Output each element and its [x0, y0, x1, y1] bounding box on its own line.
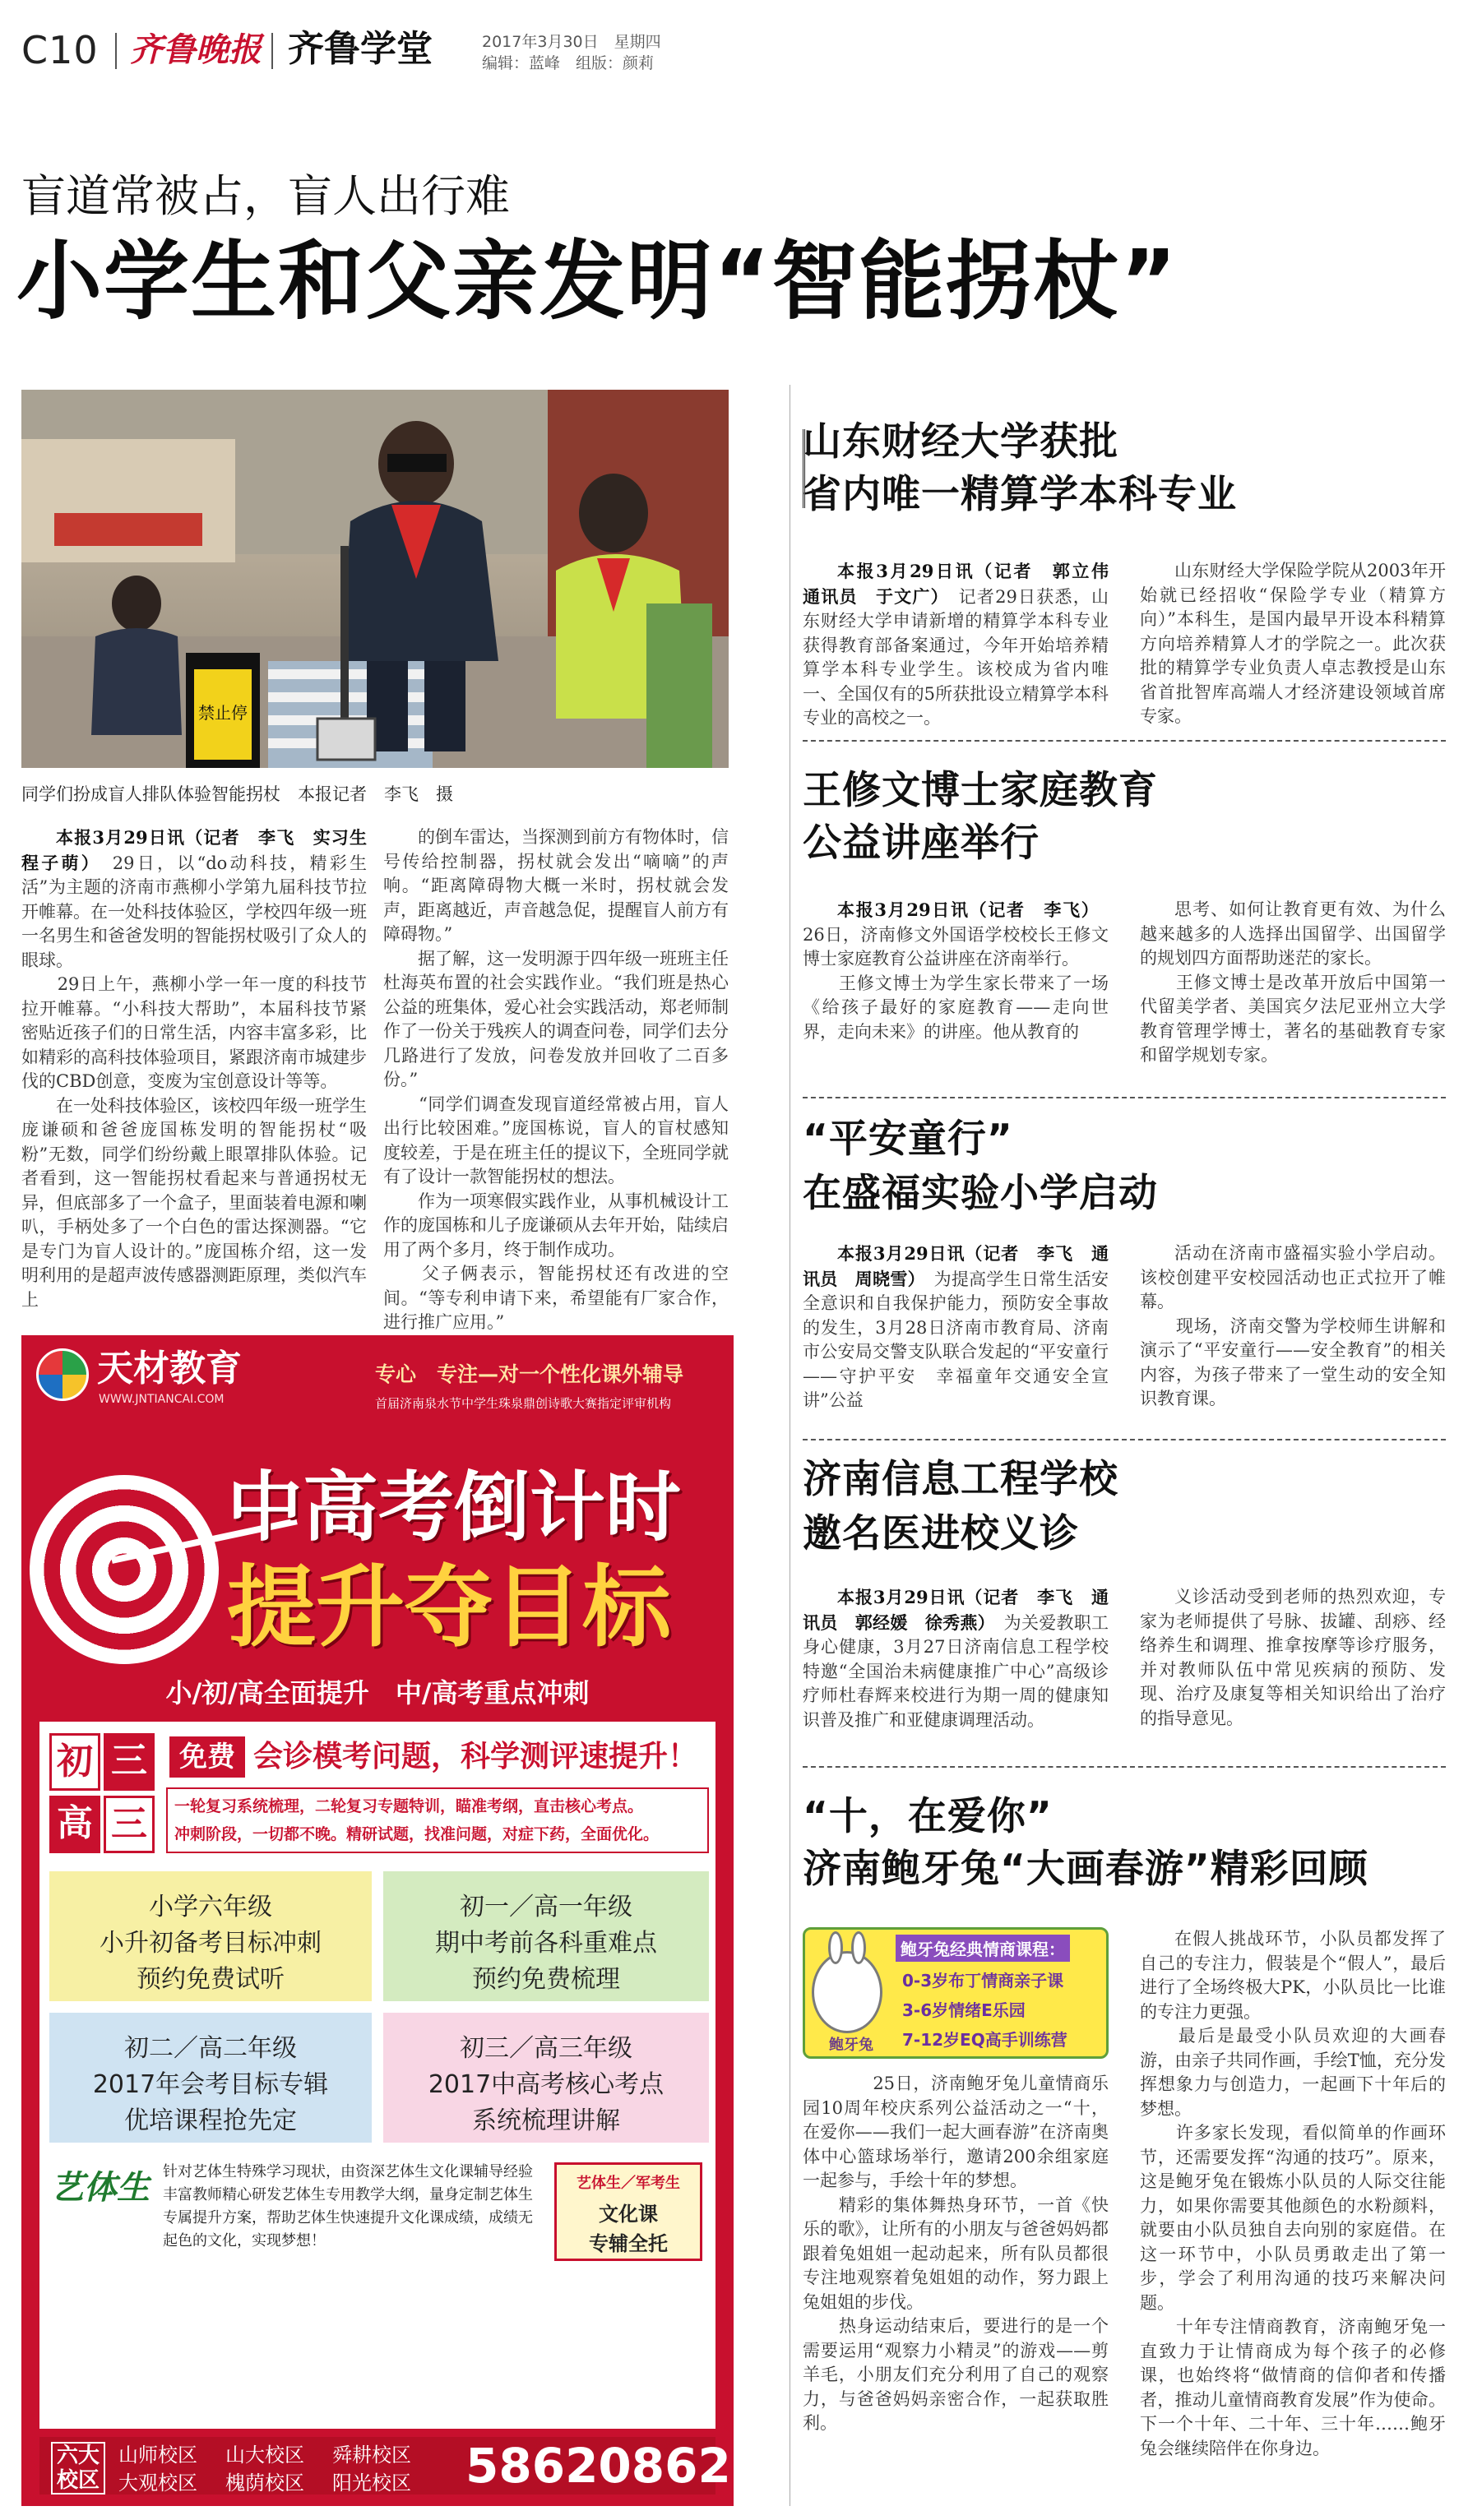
s5-subheadline: 济南鲍牙兔“大画春游”精彩回顾: [803, 1847, 1368, 1892]
art-badge: [554, 2162, 702, 2261]
s1-body-left: [803, 559, 1126, 733]
phone-number: 58620862: [465, 2438, 731, 2494]
s2-right-text: 思考、如何让教育更有效、为什么越来越多的人选择出国留学、出国留学的规划四方面帮助迷茫的家长。 王修文博士是改革开放后中国第一代留美学者、美国宾夕法尼亚州立大学教育管理学博士，著名的基础教育专家和留学规划专家。: [1140, 899, 1446, 1065]
brand-url: WWW.JNTIANCAI.COM: [99, 1393, 225, 1406]
section-title: 齐鲁学堂: [288, 28, 433, 70]
photo-caption: 同学们扮成盲人排队体验智能拐杖 本报记者 李飞 摄: [21, 784, 453, 804]
s3-headline: “平安童行”: [803, 1117, 1013, 1162]
ad-panel: [21, 1335, 734, 2506]
campus-name: 阳光校区: [332, 2471, 411, 2495]
s5-body-right: [1140, 1927, 1446, 2508]
tag-char: 三: [104, 1796, 155, 1853]
s4-body-left: [803, 1585, 1109, 1759]
brand-logo-icon: [36, 1348, 89, 1401]
course-box-title: 初三／高三年级: [460, 2034, 632, 2063]
campus-name: 舜耕校区: [332, 2444, 411, 2467]
ad-subline: 小/初/高全面提升 中/高考重点冲刺: [165, 1677, 590, 1709]
lead-body-col1: [21, 825, 384, 1320]
s2-subheadline: 公益讲座举行: [803, 821, 1040, 866]
lead-body-col2: [383, 825, 729, 1332]
s5-left-text: 25日，济南鲍牙兔儿童情商乐园10周年校庆系列公益活动之一“十，在爱你——我们一起大画春游”在济南奥体中心篮球场举行，邀请200余组家庭一起参与，手绘十年的梦想。 精彩的集体舞热身环节，一首《快乐的歌》，让所有的小朋友与爸爸妈妈都跟着兔姐姐一起动起来，所有队员都很专注地观察着兔姐姐的动作，努力跟上兔姐姐的步伐。 热身运动结束后，要进行的是一个需要运用“观察力小精灵”的游戏——剪羊毛，小朋友们充分利用了自己的观察力，与爸爸妈妈亲密合作，一起获取胜利。: [803, 2074, 1109, 2433]
header-divider: [115, 33, 117, 69]
section-separator: [803, 1439, 1446, 1440]
header-divider: [271, 33, 273, 69]
s3-right-text: 活动在济南市盛福实验小学启动。该校创建平安校园活动也正式拉开了帷幕。 现场，济南交警为学校师生讲解和演示了“平安童行——安全教育”的相关内容，为孩子带来了一堂生动的安全知识教育课。: [1140, 1243, 1446, 1408]
badge-line: 3-6岁情绪E乐园: [902, 2000, 1026, 2020]
s5-course-badge: [803, 1927, 1109, 2059]
campus-name: 大观校区: [118, 2471, 197, 2495]
course-box-grade8: [49, 2013, 372, 2143]
course-box-line3: 优培课程抢先定: [124, 2106, 297, 2135]
s4-right-text: 义诊活动受到老师的热烈欢迎，专家为老师提供了号脉、拔罐、刮痧、经络养生和调理、推拿按摩等诊疗服务，并对教师队伍中常见疾病的预防、发现、治疗及康复等相关知识给出了治疗的指导意见。: [1140, 1587, 1446, 1728]
sign-text: 禁止停: [198, 703, 248, 723]
course-box-line3: 预约免费梳理: [472, 1965, 620, 1994]
s1-body-right: [1140, 559, 1446, 733]
ad-banner-line2: 提升夺目标: [227, 1556, 672, 1659]
tag-char: 高: [49, 1796, 100, 1853]
tag-char: 初: [49, 1733, 100, 1791]
free-tag: 免费: [169, 1736, 245, 1778]
campus-name: 山大校区: [225, 2444, 304, 2467]
s2-body-left: [803, 898, 1109, 1095]
art-description: 针对艺体生特殊学习现状，由资深艺体生文化课辅导经验丰富教师精心研发艺体生专用教学大纲，量身定制艺体生专属提升方案，帮助艺体生快速提升文化课成绩，成绩无起色的文化，实现梦想！: [163, 2163, 533, 2250]
course-box-line2: 小升初备考目标冲刺: [100, 1929, 322, 1958]
art-badge-line3: 专辅全托: [589, 2232, 668, 2255]
free-details-line2: 冲刺阶段，一切都不晚。精研试题，找准问题，对症下药，全面优化。: [174, 1825, 660, 1843]
s1-right-text: 山东财经大学保险学院从2003年开始就已经招收“保险学专业（精算方向）”本科生，是国内最早开设本科精算方向培养精算人才的学院之一。此次获批的精算学专业负责人卓志教授是山东省首批智库高端人才经济建设领域首席专家。: [1140, 561, 1446, 726]
art-badge-line1: 艺体生／军考生: [577, 2175, 680, 2192]
campus-label: 六大校区: [51, 2442, 105, 2495]
s4-body-right: [1140, 1585, 1446, 1759]
s2-left-text: 本报3月29日讯（记者 李飞） 26日，济南修文外国语学校校长王修文博士家庭教育公益讲座在济南举行。 王修文博士为学生家长带来了一场《给孩子最好的家庭教育——走向世界，走向未来》的讲座。他从教育的: [803, 899, 1109, 1042]
lead-photo: [21, 390, 729, 768]
brand-name: 天材教育: [97, 1348, 242, 1389]
course-box-line3: 预约免费试听: [137, 1965, 285, 1994]
tag-char: 三: [104, 1733, 155, 1791]
s4-left-text: 本报3月29日讯（记者 李飞 通讯员 郭经媛 徐秀燕） 为关爱教职工身心健康，3月27日济南信息工程学校特邀“全国治未病健康推广中心”高级诊疗师杜春辉来校进行为期一周的健康知识普及推广和亚健康调理活动。: [803, 1587, 1109, 1730]
s3-body-left: [803, 1242, 1109, 1439]
ad-tagline: 首届济南泉水节中学生珠泉鼎创诗歌大赛指定评审机构: [375, 1396, 672, 1411]
s3-subheadline: 在盛福实验小学启动: [803, 1171, 1158, 1216]
free-details-line1: 一轮复习系统梳理，二轮复习专题特训，瞄准考纲，直击核心考点。: [174, 1797, 644, 1815]
page-number: C10: [21, 28, 99, 72]
rabbit-ear-icon: [851, 1931, 866, 1964]
lead-kicker: 盲道常被占，盲人出行难: [21, 170, 510, 222]
ad-slogan: 专心 专注—对一个性化课外辅导: [375, 1362, 684, 1386]
course-box-title: 小学六年级: [149, 1893, 272, 1921]
course-box-line2: 2017年会考目标专辑: [92, 2070, 329, 2099]
campus-name: 山师校区: [118, 2444, 197, 2467]
issue-date: 2017年3月30日 星期四: [482, 33, 661, 51]
ad-banner-line1: 中高考倒计时: [227, 1463, 682, 1551]
s3-body-right: [1140, 1242, 1446, 1439]
s2-headline: 王修文博士家庭教育: [803, 768, 1158, 813]
staff-credit: 编辑：蓝峰 组版：颜莉: [482, 54, 655, 72]
paper-logo: 齐鲁晚报: [130, 30, 262, 69]
s5-headline: “十，在爱你”: [803, 1794, 1053, 1839]
section-separator: [803, 1766, 1446, 1768]
campus-name: 槐荫校区: [225, 2471, 304, 2495]
target-icon: [30, 1475, 219, 1664]
lead-col2-text: 的倒车雷达，当探测到前方有物体时，信号传给控制器，拐杖就会发出“嘀嘀”的声响。“距离障碍物大概一米时，拐杖就会发声，距离越近，声音越急促，提醒盲人前方有障碍物。” 据了解，这一发明源于四年级一班班主任杜海英布置的社会实践作业。“我们班是热心公益的班集体，爱心社会实践活动，郑老师制作了一份关于残疾人的调查问卷，同学们去分几路进行了发放，问卷发放并回收了二百多份。” “同学们调查发现盲道经常被占用，盲人出行比较困难。”庞国栋说，盲人的盲杖感知度较差，于是在班主任的提议下，全班同学就有了设计一款智能拐杖的想法。 作为一项寒假实践作业，从事机械设计工作的庞国栋和儿子庞谦硕从去年开始，陆续启用了两个多月，终于制作成功。 父子俩表示，智能拐杖还有改进的空间。“等专利申请下来，希望能有厂家合作，进行推广应用。”: [383, 827, 729, 1332]
badge-line: 0-3岁布丁情商亲子课: [902, 1971, 1064, 1991]
lead-headline: 小学生和父亲发明“智能拐杖”: [16, 231, 1179, 331]
free-headline: 会诊模考问题，科学测评速提升！: [253, 1740, 698, 1773]
s4-headline: 济南信息工程学校: [803, 1457, 1118, 1502]
s1-subheadline: 省内唯一精算学本科专业: [803, 472, 1237, 517]
s5-body-left: [803, 2072, 1109, 2508]
s1-left-text: 本报3月29日讯（记者 郭立伟 通讯员 于文广） 记者29日获悉，山东财经大学申请新增的精算学本科专业获得教育部备案通过，今年开始培养精算学本科专业学生。该校成为省内唯一、全国仅有的5所获批设立精算学本科专业的高校之一。: [803, 561, 1126, 728]
s4-subheadline: 邀名医进校义诊: [803, 1511, 1079, 1556]
course-box-title: 初一／高一年级: [460, 1893, 632, 1921]
badge-title: 鲍牙兔经典情商课程：: [896, 1935, 1070, 1962]
course-box-grade6: [49, 1871, 372, 2001]
lead-photo-illustration: [21, 390, 729, 768]
art-logo: 艺体生: [51, 2169, 150, 2207]
badge-logo: 鲍牙兔: [829, 2037, 873, 2054]
ad-grade-tag: [49, 1733, 156, 1856]
rabbit-mascot-icon: [812, 1951, 882, 2033]
s5-right-text: 在假人挑战环节，小队员都发挥了自己的专注力，假装是个“假人”，最后进行了全场终极大PK，小队员比一比谁的专注力更强。 最后是最受小队员欢迎的大画春游，由亲子共同作画，手绘T恤，充分发挥想象力与创造力，一起画下十年后的梦想。 许多家长发现，看似简单的作画环节，还需要发挥“沟通的技巧”。原来，这是鲍牙兔在锻炼小队员的人际交往能力，如果你需要其他颜色的水粉颜料，就要由小队员独自去向别的家庭借。在这一环节中，小队员勇敢走出了第一步，学会了利用沟通的技巧来解决问题。 十年专注情商教育，济南鲍牙兔一直致力于让情商成为每个孩子的必修课，也始终将“做情商的信仰者和传播者，推动儿童情商教育发展”作为使命。下一个十年、二十年、三十年……鲍牙兔会继续陪伴在你身边。: [1140, 1929, 1446, 2458]
section-separator: [803, 1097, 1446, 1098]
s3-left-text: 本报3月29日讯（记者 李飞 通讯员 周晓雪） 为提高学生日常生活安全意识和自我保护能力，预防安全事故的发生，3月28日济南市教育局、济南市公安局交警支队联合发起的“平安童行——守护平安 幸福童年交通安全宣讲”公益: [803, 1243, 1109, 1410]
s2-body-right: [1140, 898, 1446, 1095]
course-box-line2: 期中考前各科重难点: [435, 1929, 657, 1958]
badge-line: 7-12岁EQ高手训练营: [902, 2030, 1067, 2050]
course-box-line2: 2017中高考核心考点: [428, 2070, 665, 2099]
course-box-grade7: [383, 1871, 709, 2001]
course-box-title: 初二／高二年级: [124, 2034, 297, 2063]
lead-col1-text: 本报3月29日讯（记者 李飞 实习生 程子萌） 29日，以“do动科技，精彩生活”为主题的济南市燕柳小学第九届科技节拉开帷幕。在一处科技体验区，学校四年级一班一名男生和爸爸发明的智能拐杖吸引了众人的眼球。 29日上午，燕柳小学一年一度的科技节拉开帷幕。“小科技大帮助”，本届科技节紧密贴近孩子们的日常生活，内容丰富多彩，比如精彩的高科技体验项目，紧跟济南市城建步伐的CBD创意，变废为宝创意设计等等。 在一处科技体验区，该校四年级一班学生庞谦硕和爸爸庞国栋发明的智能拐杖“吸粉”无数，同学们纷纷戴上眼罩排队体验。记者看到，这一智能拐杖看起来与普通拐杖无异，但底部多了一个盒子，里面装着电源和喇叭，手柄处多了一个白色的雷达探测器。“它是专门为盲人设计的。”庞国栋介绍，这一发明利用的是超声波传感器测距原理，类似汽车上: [21, 827, 384, 1310]
course-box-grade9: [383, 2013, 709, 2143]
course-box-line3: 系统梳理讲解: [472, 2106, 620, 2135]
rabbit-ear-icon: [828, 1931, 843, 1964]
s1-headline: 山东财经大学获批: [803, 419, 1118, 465]
section-separator: [803, 740, 1446, 742]
art-badge-line2: 文化课: [599, 2203, 658, 2226]
